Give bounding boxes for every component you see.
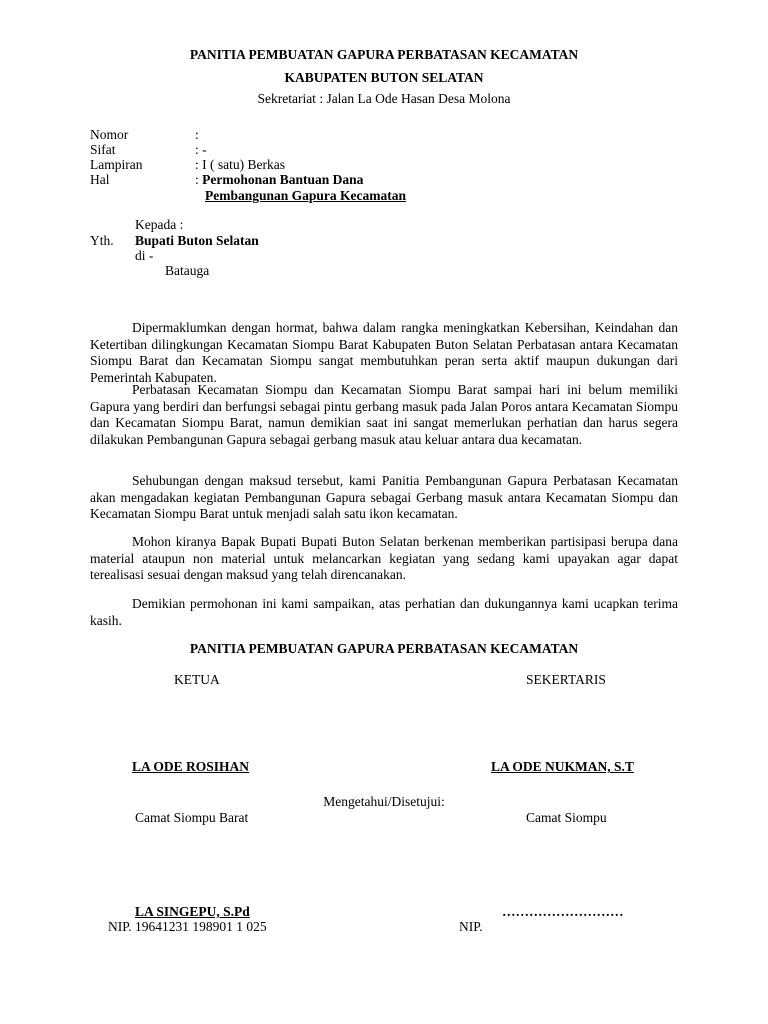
hal-subject-line2: Pembangunan Gapura Kecamatan <box>205 188 407 203</box>
recipient-place: Batauga <box>165 263 210 278</box>
recipient-name: Bupati Buton Selatan <box>135 233 259 248</box>
hal-value <box>195 172 363 188</box>
sifat-value: : - <box>195 142 207 157</box>
ketua-title: KETUA <box>174 672 220 687</box>
signature-committee: PANITIA PEMBUATAN GAPURA PERBATASAN KECAMATAN <box>189 641 579 656</box>
camat-siompu-nip: NIP. <box>459 919 483 934</box>
yth-label: Yth. <box>90 233 114 248</box>
recipient-di: di - <box>135 248 154 263</box>
camat-siompu-title: Camat Siompu <box>526 810 607 825</box>
lampiran-label: Lampiran <box>90 157 143 172</box>
lampiran-value: : I ( satu) Berkas <box>195 157 285 172</box>
body-paragraph-4: Mohon kiranya Bapak Bupati Bupati Buton Selatan berkenan memberikan partisipasi berupa dana material ataupun non material untuk melancarkan kegiatan yang sedang kami upayakan agar dapat terealisasi sesuai dengan maksud yang telah direncanakan. <box>90 534 678 582</box>
body-paragraph-3: Sehubungan dengan maksud tersebut, kami Panitia Pembangunan Gapura Perbatasan Kecamatan akan mengadakan kegiatan Pembangunan Gapura sebagai Gerbang masuk antara Kecamatan Siompu dan Kecamatan Siompu Barat untuk menjadi salah satu ikon kecamatan. <box>90 473 678 521</box>
body-paragraph-1: Dipermaklumkan dengan hormat, bahwa dalam rangka meningkatkan Kebersihan, Keindahan dan Ketertiban dilingkungan Kecamatan Siompu Barat Kabupaten Buton Selatan Perbatasan antara Kecamatan Siompu Barat dan Kecamatan Siompu sangat membutuhkan peran serta aktif maupun dukungan dari Pemerintah Kabupaten. <box>90 320 678 385</box>
sekretaris-title: SEKERTARIS <box>526 672 606 687</box>
hal-subject-line1: Permohonan Bantuan Dana <box>202 172 364 187</box>
nomor-label: Nomor <box>90 127 129 142</box>
letterhead-regency: KABUPATEN BUTON SELATAN <box>284 70 484 85</box>
mengetahui-label: Mengetahui/Disetujui: <box>323 794 445 809</box>
camat-siompu-barat-nip: NIP. 19641231 198901 1 025 <box>108 919 267 934</box>
letterhead-title: PANITIA PEMBUATAN GAPURA PERBATASAN KECAMATAN <box>189 47 579 62</box>
body-paragraph-5: Demikian permohonan ini kami sampaikan, atas perhatian dan dukungannya kami ucapkan terima kasih. <box>90 596 678 628</box>
ketua-name: LA ODE ROSIHAN <box>132 759 250 774</box>
letterhead-secretariat: Sekretariat : Jalan La Ode Hasan Desa Molona <box>257 91 511 106</box>
camat-siompu-barat-title: Camat Siompu Barat <box>135 810 249 825</box>
hal-colon: : <box>195 172 203 187</box>
hal-label: Hal <box>90 172 110 187</box>
body-paragraph-2: Perbatasan Kecamatan Siompu dan Kecamatan Siompu Barat sampai hari ini belum memiliki Gapura yang berdiri dan berfungsi sebagai pintu gerbang masuk pada Jalan Poros antara Kecamatan Siompu dan Kecamatan Siompu Barat, namun demikian saat ini sangat memerlukan perhatian dan harus segera dilakukan Pembangunan Gapura sebagai gerbang masuk atau keluar antara dua kecamatan. <box>90 382 678 447</box>
sekretaris-name: LA ODE NUKMAN, S.T <box>491 759 634 774</box>
nomor-value: : <box>195 127 199 142</box>
kepada-label: Kepada : <box>135 217 184 232</box>
sifat-label: Sifat <box>90 142 116 157</box>
camat-siompu-barat-name: LA SINGEPU, S.Pd <box>135 904 250 919</box>
camat-siompu-name-placeholder: ……………………… <box>502 904 624 919</box>
